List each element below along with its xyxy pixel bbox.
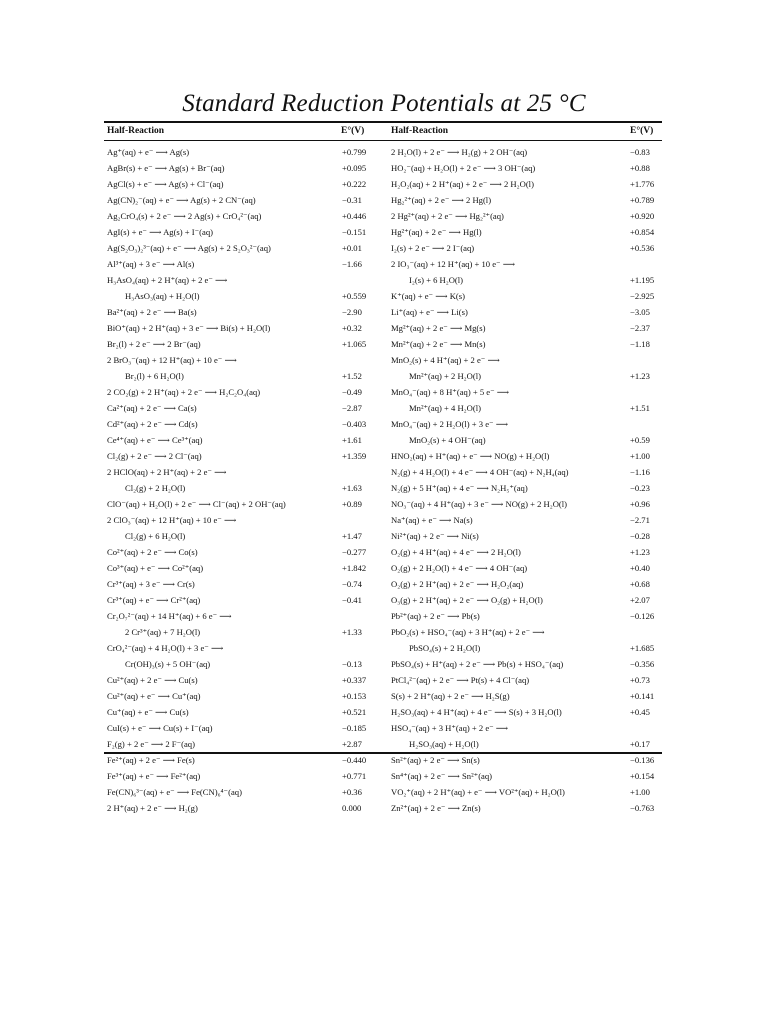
reduction-potential: −0.49 bbox=[342, 387, 362, 397]
half-reaction: F₂(g) + 2 e⁻ ⟶ 2 F⁻(aq) bbox=[107, 738, 195, 749]
half-reaction: Cu⁺(aq) + e⁻ ⟶ Cu(s) bbox=[107, 706, 189, 717]
table-row bbox=[391, 464, 661, 480]
reduction-potential: +0.095 bbox=[342, 163, 367, 173]
half-reaction: HNO₂(aq) + H⁺(aq) + e⁻ ⟶ NO(g) + H₂O(l) bbox=[391, 450, 550, 461]
reduction-potential: −0.83 bbox=[630, 147, 650, 157]
reduction-potential: +1.685 bbox=[630, 643, 655, 653]
reduction-potential: −2.71 bbox=[630, 515, 650, 525]
reduction-potential: +0.59 bbox=[630, 435, 650, 445]
reduction-potential: +0.854 bbox=[630, 227, 655, 237]
half-reaction: 2 ClO₃⁻(aq) + 12 H⁺(aq) + 10 e⁻ ⟶ bbox=[107, 514, 237, 525]
half-reaction: Sn⁴⁺(aq) + 2 e⁻ ⟶ Sn²⁺(aq) bbox=[391, 770, 493, 781]
half-reaction: Mg²⁺(aq) + 2 e⁻ ⟶ Mg(s) bbox=[391, 322, 486, 333]
half-reaction: Cl₂(g) + 2 H₂O(l) bbox=[125, 483, 186, 493]
half-reaction: Pb²⁺(aq) + 2 e⁻ ⟶ Pb(s) bbox=[391, 610, 480, 621]
table-row bbox=[107, 528, 375, 544]
half-reaction: O₂(g) + 4 H⁺(aq) + 4 e⁻ ⟶ 2 H₂O(l) bbox=[391, 546, 521, 557]
reduction-potential: −1.66 bbox=[342, 259, 362, 269]
half-reaction: Br₂(l) + 6 H₂O(l) bbox=[125, 371, 184, 381]
half-reaction: Ag⁺(aq) + e⁻ ⟶ Ag(s) bbox=[107, 146, 190, 157]
reduction-potential: +0.01 bbox=[342, 243, 362, 253]
reduction-potential: +1.00 bbox=[630, 451, 650, 461]
table-row bbox=[107, 720, 375, 736]
half-reaction: MnO₂(s) + 4 OH⁻(aq) bbox=[409, 434, 486, 445]
table-row bbox=[107, 176, 375, 192]
reduction-potential: +0.73 bbox=[630, 675, 650, 685]
reduction-potential: +0.36 bbox=[342, 787, 362, 797]
half-reaction: H₂SO₃(aq) + 4 H⁺(aq) + 4 e⁻ ⟶ S(s) + 3 H₂O(l) bbox=[391, 706, 562, 717]
reduction-potential: −0.440 bbox=[342, 755, 367, 765]
half-reaction: Fe³⁺(aq) + e⁻ ⟶ Fe²⁺(aq) bbox=[107, 770, 201, 781]
table-row bbox=[391, 288, 661, 304]
table-row bbox=[107, 704, 375, 720]
reduction-potential: +0.536 bbox=[630, 243, 655, 253]
left-potential-header: E°(V) bbox=[341, 126, 365, 136]
left-half-reaction-column bbox=[107, 144, 375, 816]
reduction-potential: +1.195 bbox=[630, 275, 655, 285]
half-reaction: Ni²⁺(aq) + 2 e⁻ ⟶ Ni(s) bbox=[391, 530, 479, 541]
reduction-potential: −2.87 bbox=[342, 403, 362, 413]
reduction-potential: +2.07 bbox=[630, 595, 650, 605]
table-row bbox=[107, 352, 375, 368]
reduction-potential: +1.359 bbox=[342, 451, 367, 461]
half-reaction: MnO₄⁻(aq) + 8 H⁺(aq) + 5 e⁻ ⟶ bbox=[391, 386, 510, 397]
table-row bbox=[391, 656, 661, 672]
half-reaction: Mn²⁺(aq) + 2 e⁻ ⟶ Mn(s) bbox=[391, 338, 486, 349]
half-reaction: Li⁺(aq) + e⁻ ⟶ Li(s) bbox=[391, 306, 468, 317]
half-reaction: CrO₄²⁻(aq) + 4 H₂O(l) + 3 e⁻ ⟶ bbox=[107, 642, 224, 653]
table-row bbox=[107, 144, 375, 160]
reduction-potential: +1.33 bbox=[342, 627, 362, 637]
table-row bbox=[107, 304, 375, 320]
reduction-potential: +0.222 bbox=[342, 179, 367, 189]
half-reaction: I₂(s) + 6 H₂O(l) bbox=[409, 275, 464, 285]
half-reaction: VO₂⁺(aq) + 2 H⁺(aq) + e⁻ ⟶ VO²⁺(aq) + H₂O(l) bbox=[391, 786, 565, 797]
page-title: Standard Reduction Potentials at 25 °C bbox=[182, 90, 586, 117]
half-reaction: 2 HClO(aq) + 2 H⁺(aq) + 2 e⁻ ⟶ bbox=[107, 466, 227, 477]
table-row bbox=[391, 800, 661, 816]
table-row bbox=[107, 288, 375, 304]
reduction-potential: 0.000 bbox=[342, 803, 362, 813]
half-reaction: Fe(CN)₆³⁻(aq) + e⁻ ⟶ Fe(CN)₆⁴⁻(aq) bbox=[107, 786, 242, 797]
half-reaction: Co³⁺(aq) + e⁻ ⟶ Co²⁺(aq) bbox=[107, 562, 204, 573]
table-row bbox=[107, 544, 375, 560]
reduction-potential: −0.356 bbox=[630, 659, 655, 669]
half-reaction: NO₃⁻(aq) + 4 H⁺(aq) + 3 e⁻ ⟶ NO(g) + 2 H₂O(l) bbox=[391, 498, 568, 509]
half-reaction: 2 IO₃⁻(aq) + 12 H⁺(aq) + 10 e⁻ ⟶ bbox=[391, 258, 516, 269]
reduction-potential: +1.23 bbox=[630, 371, 650, 381]
half-reaction: Na⁺(aq) + e⁻ ⟶ Na(s) bbox=[391, 514, 473, 525]
half-reaction: Al³⁺(aq) + 3 e⁻ ⟶ Al(s) bbox=[107, 258, 195, 269]
table-row bbox=[107, 224, 375, 240]
half-reaction: 2 H₂O(l) + 2 e⁻ ⟶ H₂(g) + 2 OH⁻(aq) bbox=[391, 146, 528, 157]
half-reaction: 2 Cr³⁺(aq) + 7 H₂O(l) bbox=[125, 626, 201, 637]
table-row bbox=[391, 752, 661, 768]
half-reaction: PbSO₄(s) + H⁺(aq) + 2 e⁻ ⟶ Pb(s) + HSO₄⁻(aq) bbox=[391, 658, 564, 669]
table-row bbox=[391, 192, 661, 208]
table-row bbox=[107, 480, 375, 496]
half-reaction: 2 Hg²⁺(aq) + 2 e⁻ ⟶ Hg₂²⁺(aq) bbox=[391, 210, 504, 221]
table-row bbox=[391, 208, 661, 224]
table-row bbox=[107, 400, 375, 416]
table-row bbox=[107, 272, 375, 288]
reduction-potential: −0.74 bbox=[342, 579, 362, 589]
table-row bbox=[107, 640, 375, 656]
table-row bbox=[391, 784, 661, 800]
half-reaction: 2 H⁺(aq) + 2 e⁻ ⟶ H₂(g) bbox=[107, 802, 198, 813]
half-reaction: Ag(CN)₂⁻(aq) + e⁻ ⟶ Ag(s) + 2 CN⁻(aq) bbox=[107, 194, 256, 205]
half-reaction: N₂(g) + 4 H₂O(l) + 4 e⁻ ⟶ 4 OH⁻(aq) + N₂H₄(aq) bbox=[391, 466, 569, 477]
table-row bbox=[391, 704, 661, 720]
half-reaction: HSO₄⁻(aq) + 3 H⁺(aq) + 2 e⁻ ⟶ bbox=[391, 722, 509, 733]
reduction-potential: +0.154 bbox=[630, 771, 655, 781]
half-reaction: K⁺(aq) + e⁻ ⟶ K(s) bbox=[391, 290, 465, 301]
table-row bbox=[107, 784, 375, 800]
table-row bbox=[391, 496, 661, 512]
table-row bbox=[107, 592, 375, 608]
table-row bbox=[391, 176, 661, 192]
table-row bbox=[107, 320, 375, 336]
table-row bbox=[107, 688, 375, 704]
half-reaction: AgBr(s) + e⁻ ⟶ Ag(s) + Br⁻(aq) bbox=[107, 162, 225, 173]
reduction-potential: +0.559 bbox=[342, 291, 367, 301]
table-row bbox=[107, 432, 375, 448]
half-reaction: 2 CO₂(g) + 2 H⁺(aq) + 2 e⁻ ⟶ H₂C₂O₄(aq) bbox=[107, 386, 261, 397]
table-row bbox=[107, 160, 375, 176]
table-row bbox=[391, 768, 661, 784]
half-reaction: BiO⁺(aq) + 2 H⁺(aq) + 3 e⁻ ⟶ Bi(s) + H₂O(l) bbox=[107, 322, 271, 333]
table-row bbox=[391, 272, 661, 288]
reduction-potential: +0.153 bbox=[342, 691, 367, 701]
table-row bbox=[391, 544, 661, 560]
half-reaction: O₂(g) + 2 H⁺(aq) + 2 e⁻ ⟶ H₂O₂(aq) bbox=[391, 578, 524, 589]
header-rule bbox=[104, 140, 662, 141]
table-row bbox=[391, 336, 661, 352]
half-reaction: AgI(s) + e⁻ ⟶ Ag(s) + I⁻(aq) bbox=[107, 226, 214, 237]
half-reaction: CuI(s) + e⁻ ⟶ Cu(s) + I⁻(aq) bbox=[107, 722, 213, 733]
half-reaction: N₂(g) + 5 H⁺(aq) + 4 e⁻ ⟶ N₂H₅⁺(aq) bbox=[391, 482, 528, 493]
half-reaction: Co²⁺(aq) + 2 e⁻ ⟶ Co(s) bbox=[107, 546, 198, 557]
reduction-potential: −0.41 bbox=[342, 595, 362, 605]
half-reaction: PtCl₄²⁻(aq) + 2 e⁻ ⟶ Pt(s) + 4 Cl⁻(aq) bbox=[391, 674, 530, 685]
reduction-potential: −0.28 bbox=[630, 531, 650, 541]
table-row bbox=[107, 256, 375, 272]
table-row bbox=[107, 192, 375, 208]
reduction-potential: +0.789 bbox=[630, 195, 655, 205]
half-reaction: Mn²⁺(aq) + 2 H₂O(l) bbox=[409, 370, 481, 381]
table-bottom-rule bbox=[104, 752, 662, 754]
half-reaction: Cr₂O₇²⁻(aq) + 14 H⁺(aq) + 6 e⁻ ⟶ bbox=[107, 610, 232, 621]
half-reaction: O₂(g) + 2 H₂O(l) + 4 e⁻ ⟶ 4 OH⁻(aq) bbox=[391, 562, 528, 573]
table-row bbox=[107, 656, 375, 672]
reduction-potential: +0.920 bbox=[630, 211, 655, 221]
table-row bbox=[107, 368, 375, 384]
reduction-potential: −0.13 bbox=[342, 659, 362, 669]
reduction-potential: +1.842 bbox=[342, 563, 367, 573]
table-row bbox=[391, 512, 661, 528]
reduction-potential: −2.37 bbox=[630, 323, 650, 333]
table-row bbox=[107, 672, 375, 688]
reduction-potential: +0.32 bbox=[342, 323, 362, 333]
reduction-potential: +0.89 bbox=[342, 499, 362, 509]
right-potential-header: E°(V) bbox=[630, 126, 654, 136]
half-reaction: Br₂(l) + 2 e⁻ ⟶ 2 Br⁻(aq) bbox=[107, 338, 201, 349]
half-reaction: I₂(s) + 2 e⁻ ⟶ 2 I⁻(aq) bbox=[391, 242, 475, 253]
half-reaction: Cr³⁺(aq) + 3 e⁻ ⟶ Cr(s) bbox=[107, 578, 195, 589]
half-reaction: Hg²⁺(aq) + 2 e⁻ ⟶ Hg(l) bbox=[391, 226, 482, 237]
half-reaction: HO₂⁻(aq) + H₂O(l) + 2 e⁻ ⟶ 3 OH⁻(aq) bbox=[391, 162, 536, 173]
half-reaction: Ba²⁺(aq) + 2 e⁻ ⟶ Ba(s) bbox=[107, 306, 197, 317]
table-row bbox=[107, 800, 375, 816]
half-reaction: Cu²⁺(aq) + e⁻ ⟶ Cu⁺(aq) bbox=[107, 690, 201, 701]
left-reaction-header: Half-Reaction bbox=[107, 126, 164, 136]
table-row bbox=[391, 608, 661, 624]
reduction-potential: +1.23 bbox=[630, 547, 650, 557]
table-row bbox=[107, 560, 375, 576]
reduction-potential: +1.065 bbox=[342, 339, 367, 349]
half-reaction: PbSO₄(s) + 2 H₂O(l) bbox=[409, 643, 481, 653]
reduction-potential: +1.63 bbox=[342, 483, 362, 493]
half-reaction: Hg₂²⁺(aq) + 2 e⁻ ⟶ 2 Hg(l) bbox=[391, 194, 492, 205]
half-reaction: AgCl(s) + e⁻ ⟶ Ag(s) + Cl⁻(aq) bbox=[107, 178, 224, 189]
half-reaction: Fe²⁺(aq) + 2 e⁻ ⟶ Fe(s) bbox=[107, 754, 195, 765]
table-row bbox=[391, 144, 661, 160]
half-reaction: Cr³⁺(aq) + e⁻ ⟶ Cr²⁺(aq) bbox=[107, 594, 201, 605]
reduction-potential: +1.51 bbox=[630, 403, 650, 413]
reduction-potential: +2.87 bbox=[342, 739, 362, 749]
table-row bbox=[391, 736, 661, 752]
reduction-potential: +1.47 bbox=[342, 531, 362, 541]
table-row bbox=[107, 448, 375, 464]
table-row bbox=[107, 208, 375, 224]
reduction-potential: −0.185 bbox=[342, 723, 367, 733]
table-top-rule bbox=[104, 121, 662, 123]
table-row bbox=[391, 432, 661, 448]
reduction-potential: +1.52 bbox=[342, 371, 362, 381]
half-reaction: ClO⁻(aq) + H₂O(l) + 2 e⁻ ⟶ Cl⁻(aq) + 2 OH⁻(aq) bbox=[107, 498, 286, 509]
reduction-potential: −0.23 bbox=[630, 483, 650, 493]
table-row bbox=[391, 256, 661, 272]
reduction-potential: −0.126 bbox=[630, 611, 655, 621]
table-row bbox=[391, 352, 661, 368]
reduction-potential: −3.05 bbox=[630, 307, 650, 317]
half-reaction: Cu²⁺(aq) + 2 e⁻ ⟶ Cu(s) bbox=[107, 674, 198, 685]
table-row bbox=[391, 320, 661, 336]
reduction-potential: −0.151 bbox=[342, 227, 367, 237]
reduction-potential: −2.925 bbox=[630, 291, 655, 301]
reduction-potential: −0.277 bbox=[342, 547, 367, 557]
table-row bbox=[107, 576, 375, 592]
table-row bbox=[391, 576, 661, 592]
half-reaction: H₂SO₃(aq) + H₂O(l) bbox=[409, 739, 479, 749]
table-row bbox=[391, 480, 661, 496]
table-row bbox=[391, 240, 661, 256]
reduction-potential: +0.141 bbox=[630, 691, 655, 701]
table-row bbox=[391, 448, 661, 464]
table-row bbox=[391, 624, 661, 640]
table-row bbox=[107, 752, 375, 768]
reduction-potential: +0.88 bbox=[630, 163, 650, 173]
reduction-potential: +0.799 bbox=[342, 147, 367, 157]
half-reaction: Cl₂(g) + 2 e⁻ ⟶ 2 Cl⁻(aq) bbox=[107, 450, 202, 461]
half-reaction: H₂O₂(aq) + 2 H⁺(aq) + 2 e⁻ ⟶ 2 H₂O(l) bbox=[391, 178, 534, 189]
half-reaction: MnO₂(s) + 4 H⁺(aq) + 2 e⁻ ⟶ bbox=[391, 354, 500, 365]
half-reaction: Ag(S₂O₃)₂³⁻(aq) + e⁻ ⟶ Ag(s) + 2 S₂O₃²⁻(aq) bbox=[107, 242, 271, 253]
reduction-potential: −2.90 bbox=[342, 307, 362, 317]
reduction-potential: −0.31 bbox=[342, 195, 362, 205]
table-row bbox=[391, 528, 661, 544]
half-reaction: Cl₂(g) + 6 H₂O(l) bbox=[125, 531, 186, 541]
half-reaction: PbO₂(s) + HSO₄⁻(aq) + 3 H⁺(aq) + 2 e⁻ ⟶ bbox=[391, 626, 545, 637]
right-reaction-header: Half-Reaction bbox=[391, 126, 448, 136]
reduction-potential: +0.96 bbox=[630, 499, 650, 509]
table-row bbox=[391, 560, 661, 576]
table-row bbox=[107, 240, 375, 256]
half-reaction: Cd²⁺(aq) + 2 e⁻ ⟶ Cd(s) bbox=[107, 418, 198, 429]
reduction-potential: −0.403 bbox=[342, 419, 367, 429]
table-row bbox=[107, 416, 375, 432]
reduction-potential: +0.337 bbox=[342, 675, 367, 685]
right-half-reaction-column bbox=[391, 144, 661, 816]
half-reaction: H₃AsO₄(aq) + 2 H⁺(aq) + 2 e⁻ ⟶ bbox=[107, 274, 228, 285]
reduction-potential: −0.136 bbox=[630, 755, 655, 765]
half-reaction: Ag₂CrO₄(s) + 2 e⁻ ⟶ 2 Ag(s) + CrO₄²⁻(aq) bbox=[107, 210, 262, 221]
reduction-potential: +1.61 bbox=[342, 435, 362, 445]
reduction-potential: +0.446 bbox=[342, 211, 367, 221]
reduction-potential: +1.00 bbox=[630, 787, 650, 797]
half-reaction: Mn²⁺(aq) + 4 H₂O(l) bbox=[409, 402, 481, 413]
table-row bbox=[107, 464, 375, 480]
table-row bbox=[107, 512, 375, 528]
reduction-potential: +1.776 bbox=[630, 179, 655, 189]
table-row bbox=[107, 608, 375, 624]
reduction-potential: −0.763 bbox=[630, 803, 655, 813]
reduction-potential: +0.521 bbox=[342, 707, 367, 717]
table-row bbox=[107, 336, 375, 352]
reduction-potential: +0.17 bbox=[630, 739, 650, 749]
table-row bbox=[391, 304, 661, 320]
table-row bbox=[391, 224, 661, 240]
half-reaction: Sn²⁺(aq) + 2 e⁻ ⟶ Sn(s) bbox=[391, 754, 480, 765]
half-reaction: Ca²⁺(aq) + 2 e⁻ ⟶ Ca(s) bbox=[107, 402, 197, 413]
reduction-potential: +0.771 bbox=[342, 771, 367, 781]
reduction-potential: +0.45 bbox=[630, 707, 650, 717]
table-row bbox=[107, 496, 375, 512]
half-reaction: O₃(g) + 2 H⁺(aq) + 2 e⁻ ⟶ O₂(g) + H₂O(l) bbox=[391, 594, 543, 605]
table-row bbox=[391, 416, 661, 432]
table-row bbox=[391, 672, 661, 688]
table-row bbox=[107, 384, 375, 400]
table-row bbox=[391, 640, 661, 656]
table-row bbox=[391, 384, 661, 400]
reduction-potential: +0.40 bbox=[630, 563, 650, 573]
table-row bbox=[391, 592, 661, 608]
half-reaction: Ce⁴⁺(aq) + e⁻ ⟶ Ce³⁺(aq) bbox=[107, 434, 203, 445]
table-row bbox=[391, 368, 661, 384]
half-reaction: 2 BrO₃⁻(aq) + 12 H⁺(aq) + 10 e⁻ ⟶ bbox=[107, 354, 237, 365]
reduction-potential: +0.68 bbox=[630, 579, 650, 589]
table-row bbox=[107, 624, 375, 640]
table-row bbox=[391, 160, 661, 176]
table-row bbox=[391, 400, 661, 416]
half-reaction: Zn²⁺(aq) + 2 e⁻ ⟶ Zn(s) bbox=[391, 802, 481, 813]
half-reaction: Cr(OH)₃(s) + 5 OH⁻(aq) bbox=[125, 658, 211, 669]
table-row bbox=[107, 736, 375, 752]
reduction-potential: −1.16 bbox=[630, 467, 650, 477]
half-reaction: H₃AsO₃(aq) + H₂O(l) bbox=[125, 291, 200, 301]
table-row bbox=[391, 720, 661, 736]
reduction-potential: −1.18 bbox=[630, 339, 650, 349]
table-row bbox=[391, 688, 661, 704]
half-reaction: S(s) + 2 H⁺(aq) + 2 e⁻ ⟶ H₂S(g) bbox=[391, 690, 510, 701]
table-row bbox=[107, 768, 375, 784]
half-reaction: MnO₄⁻(aq) + 2 H₂O(l) + 3 e⁻ ⟶ bbox=[391, 418, 509, 429]
